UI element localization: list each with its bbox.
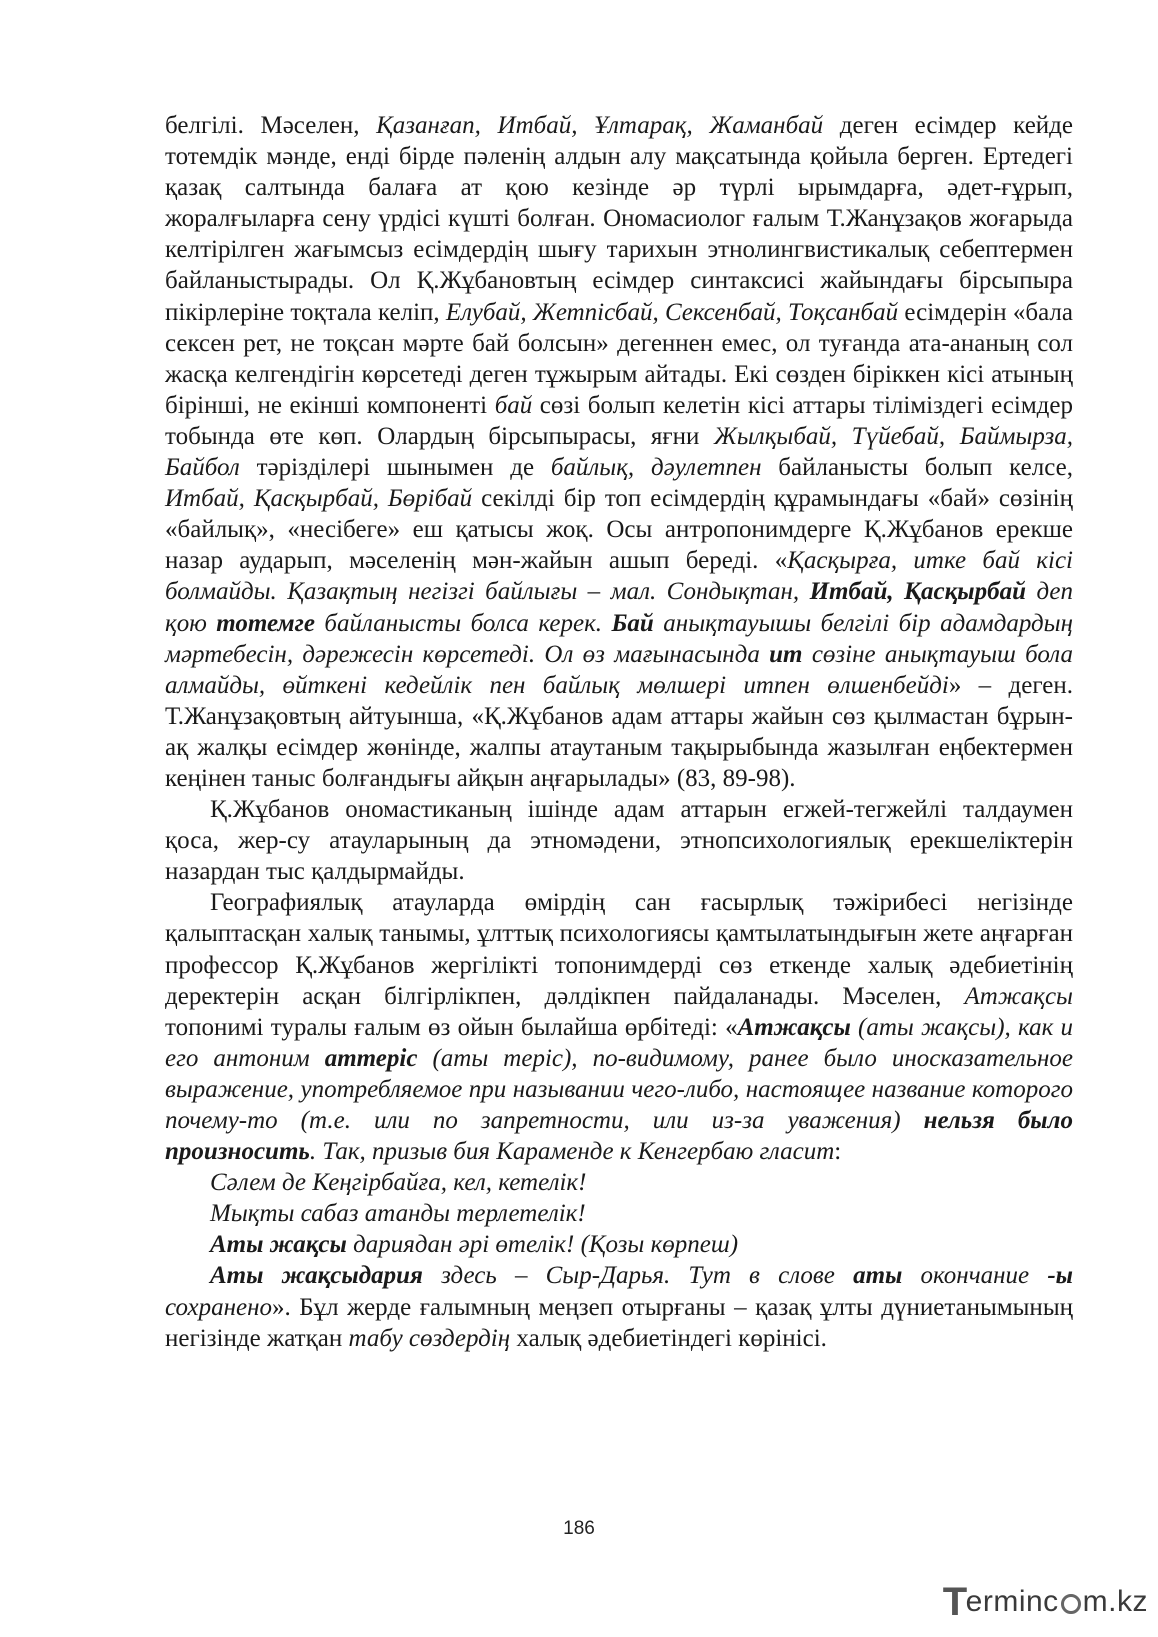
body-text (165, 110, 1073, 1354)
italic-run: дариядан әрі өтелік! (Қозы көрпеш) (346, 1231, 739, 1259)
italic-run: Қазанғап, Итбай, Ұлтарақ, Жаманбай (376, 112, 824, 139)
italic-run: табу сөздердің (348, 1324, 511, 1352)
text-run: тәрізділері шынымен де (239, 454, 551, 482)
paragraph (165, 887, 1073, 1167)
italic-run: бай (494, 391, 533, 419)
italic-run: деп қою (165, 578, 1073, 637)
italic-run: окончание (902, 1262, 1048, 1290)
text-run: : (834, 1138, 842, 1166)
italic-run: Қасқырға, итке бай кісі болмайды. Қазақтың негізгі байлығы – мал. Сондықтан, (165, 547, 1073, 606)
italic-run: Атжақсы (964, 982, 1073, 1010)
verse-line (165, 1229, 1073, 1260)
bold-italic-run: Аты жақсы (210, 1231, 347, 1259)
verse-line (165, 1198, 1073, 1229)
text-run: есімдерін «бала сексен рет, не тоқсан мәрте бай болсын» дегеннен емес, ол туғанда ата-ананың сол жасқа келгендігін көрсетеді деген тұжырым айтады. Екі сөзден біріккен кісі атының бірінші, не екінші компоненті (165, 298, 1073, 419)
bold-italic-run: Итбай, Қасқырбай (809, 578, 1027, 606)
italic-run: Елубай, Жетпісбай, Сексенбай, Тоқсанбай (445, 298, 899, 326)
italic-run: байлық, дәулетпен (550, 454, 762, 482)
italic-run: (аты теріс), по-видимому, ранее было иносказательное выражение, употребляемое при назывании чего-либо, настоящее название которого почему-то (т.е. или по запретности, или из-за уважения) (165, 1044, 1073, 1134)
bold-italic-run: Атжақсы (737, 1013, 851, 1041)
bold-italic-run: аты (853, 1262, 903, 1290)
italic-run: анықтауышы белгілі бір адамдардың мәртебесін, дәрежесін көрсетеді. Ол өз мағынасында (165, 609, 1073, 668)
italic-run: Сәлем де Кеңгірбайға, кел, кетелік! (210, 1169, 587, 1197)
site-watermark-logo (943, 1580, 1148, 1624)
watermark-letter: T (942, 1579, 968, 1624)
italic-run: Итбай, Қасқырбай, Бөрібай (165, 485, 473, 513)
text-run: Географиялық атауларда өмірдің сан ғасырлық тәжірибесі негізінде қалыптасқан халық танымы, ұлттық психологиясы қамтылатындығын жете аңғарған профессор Қ.Жұбанов жергілікті топонимдерді сөз еткенде халық әдебиетінің деректерін асқан білгірлікпен, дәлдікпен пайдаланады. Мәселен, (165, 889, 1073, 1010)
text-run: ». Бұл жерде ғалымның меңзеп отырғаны – қазақ ұлты дүниетанымының негізінде жатқан (165, 1293, 1073, 1352)
italic-run: сохранено (165, 1293, 272, 1321)
watermark-text: erminc (965, 1585, 1059, 1618)
italic-run: Мықты сабаз атанды терлетелік! (210, 1200, 586, 1228)
italic-run: Жылқыбай, Түйебай, Баймырза, Байбол (165, 422, 1074, 482)
page-number: 186 (563, 1518, 595, 1539)
text-run: халық әдебиетіндегі көрінісі. (510, 1324, 827, 1352)
bold-italic-run: ит (769, 640, 803, 668)
bold-italic-run: аттеріс (324, 1044, 418, 1072)
bold-italic-run: Аты жақсыдария (210, 1262, 423, 1290)
italic-run: сөзіне анықтауыш бола алмайды, өйткені кедейлік пен байлық мөлшері итпен өлшенбейді (165, 640, 1073, 699)
bold-italic-run: тотемге (216, 609, 315, 637)
text-run: байланысты болып келсе, (761, 454, 1073, 482)
italic-run: . Так, призыв бия Карамендe к Кенгербаю гласит (309, 1138, 835, 1166)
text-run: секілді бір топ есімдердің құрамындағы «бай» сөзінің «байлық», «несібеге» еш қатысы жоқ. Осы антропонимдерге Қ.Жұбанов ерекше назар аударып, мәселенің мән-жайын ашып береді. « (165, 485, 1074, 575)
text-run: белгілі. Мәселен, (165, 112, 377, 139)
text-run: деген есімдер кейде тотемдік мәнде, енді бірде пәленің алдын алу мақсатында қойыла берген. Ертедегі қазақ салтында балаға ат қою кезінде әр түрлі ырымдарға, әдет-ғұрып, жоралғыларға сену үрдісі күшті болған. Ономасиолог ғалым Т.Жанұзақов жоғарыда келтірілген жағымсыз есімдердің шығу тарихын этнолингвистикалық себептермен байланыстырады. Ол Қ.Жұбановтың есімдер синтаксисі жайындағы бірсыпыра пікірлеріне тоқтала келіп, (165, 112, 1073, 326)
text-run: Қ.Жұбанов ономастиканың ішінде адам аттарын егжей-тегжейлі талдаумен қоса, жер-су атауларының да этномәдени, этнопсихологиялық ерекшеліктерін назардан тыс қалдырмайды. (165, 796, 1073, 886)
bold-italic-run: нельзя было произносить (165, 1107, 1073, 1166)
paragraph (165, 110, 1073, 794)
italic-run: (аты жақсы), как и его антоним (165, 1013, 1073, 1072)
italic-run: байланысты болса керек. (314, 609, 612, 637)
paragraph (165, 794, 1073, 887)
text-run: » – деген. Т.Жанұзақовтың айтуынша, «Қ.Жұбанов адам аттары жайын сөз қылмастан бұрын-ақ жалқы есімдер жөнінде, жалпы атаутаным тақырыбында жазылған еңбектермен кеңінен таныс болғандығы айқын аңғарылады» (83, 89-98). (165, 671, 1074, 792)
watermark-circle-icon (1061, 1594, 1081, 1614)
paragraph (165, 1260, 1073, 1353)
watermark-domain: m.kz (1082, 1585, 1148, 1618)
italic-run: здесь – Сыр-Дарья. Тут в слове (422, 1262, 854, 1290)
text-run: топонимі туралы ғалым өз ойын былайша өрбітеді: « (165, 1013, 738, 1041)
bold-italic-run: Бай (611, 609, 654, 637)
verse-line (165, 1167, 1073, 1198)
bold-italic-run: -ы (1047, 1262, 1073, 1290)
text-run: сөзі болып келетін кісі аттары тіліміздегі есімдер тобында өте көп. Олардың бірсыпырасы, яғни (165, 391, 1074, 450)
